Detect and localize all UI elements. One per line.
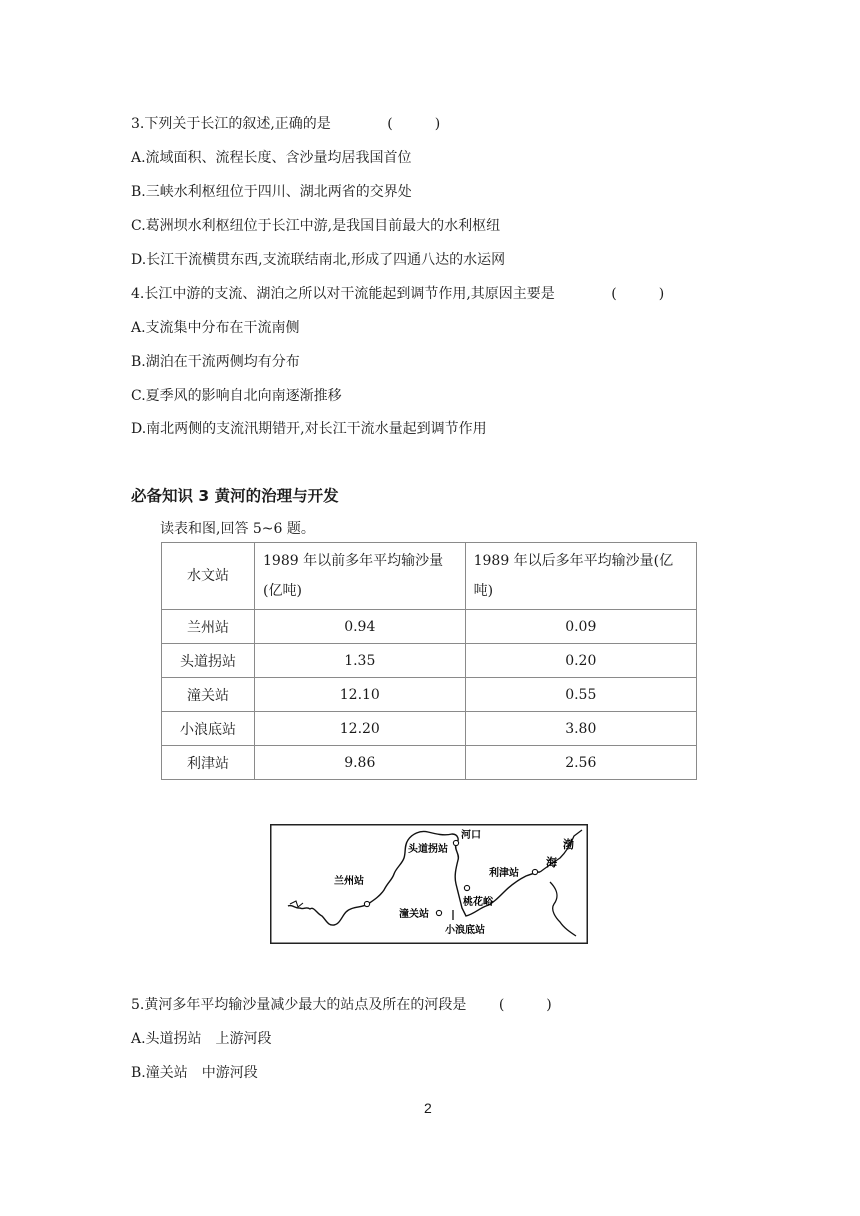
value-before: 1.35 [255, 644, 466, 678]
option-4b: B.湖泊在干流两侧均有分布 [131, 354, 300, 370]
lijin-label: 利津站 [489, 868, 519, 879]
tongguan-marker [436, 910, 441, 915]
question-4 [131, 283, 664, 303]
option-5b: B.潼关站 中游河段 [131, 1065, 258, 1081]
station-name: 潼关站 [162, 678, 255, 712]
table-row [162, 644, 697, 678]
station-name: 利津站 [162, 746, 255, 780]
sediment-table [161, 542, 697, 780]
lijin-marker [532, 869, 537, 874]
value-after: 2.56 [465, 746, 696, 780]
value-before: 0.94 [255, 610, 466, 644]
table-row [162, 678, 697, 712]
lanzhou-label: 兰州站 [334, 876, 364, 887]
station-name: 头道拐站 [162, 644, 255, 678]
table-header-row [162, 543, 697, 610]
option-3d: D.长江干流横贯东西,支流联结南北,形成了四通八达的水运网 [131, 252, 506, 268]
section-heading: 必备知识 3 黄河的治理与开发 [131, 487, 339, 505]
question-5-text: 5.黄河多年平均输沙量减少最大的站点及所在的河段是 [131, 997, 467, 1013]
hai-label: 海 [546, 856, 557, 869]
value-before: 12.10 [255, 678, 466, 712]
table-row [162, 712, 697, 746]
toudaoguai-marker [453, 840, 458, 845]
option-5a: A.头道拐站 上游河段 [131, 1031, 272, 1047]
yellow-river-map [270, 824, 588, 944]
value-before: 12.20 [255, 712, 466, 746]
answer-paren: ( ) [387, 116, 441, 132]
question-5 [131, 994, 552, 1014]
taohuayu-label: 桃花峪 [463, 897, 493, 908]
section-intro: 读表和图,回答 5~6 题。 [160, 521, 315, 537]
answer-paren: ( ) [498, 997, 552, 1013]
tongguan-label: 潼关站 [399, 909, 429, 920]
header-after: 1989 年以后多年平均输沙量(亿 吨) [465, 543, 696, 610]
answer-paren: ( ) [611, 286, 665, 302]
value-after: 0.20 [465, 644, 696, 678]
header-station: 水文站 [162, 543, 255, 610]
lanzhou-marker [364, 901, 369, 906]
hekou-label: 河口 [461, 830, 481, 841]
option-4d: D.南北两侧的支流汛期错开,对长江干流水量起到调节作用 [131, 421, 487, 437]
option-3a: A.流域面积、流程长度、含沙量均居我国首位 [131, 150, 412, 166]
table-row [162, 746, 697, 780]
value-after: 3.80 [465, 712, 696, 746]
option-4a: A.支流集中分布在干流南侧 [131, 320, 300, 336]
table-row [162, 610, 697, 644]
xiaolangdi-label: 小浪底站 [445, 925, 485, 936]
value-before: 9.86 [255, 746, 466, 780]
bo-label: 渤 [563, 838, 574, 851]
option-4c: C.夏季风的影响自北向南逐渐推移 [131, 388, 342, 404]
toudaoguai-label: 头道拐站 [408, 844, 448, 855]
option-3c: C.葛洲坝水利枢纽位于长江中游,是我国目前最大的水利枢纽 [131, 218, 501, 234]
value-after: 0.55 [465, 678, 696, 712]
page-number: 2 [424, 1100, 432, 1116]
question-3 [131, 113, 440, 133]
taohuayu-marker [464, 885, 469, 890]
question-3-text: 3.下列关于长江的叙述,正确的是 [131, 116, 331, 132]
header-before: 1989 年以前多年平均输沙量 (亿吨) [255, 543, 466, 610]
value-after: 0.09 [465, 610, 696, 644]
option-3b: B.三峡水利枢纽位于四川、湖北两省的交界处 [131, 184, 412, 200]
map-frame [271, 825, 588, 944]
question-4-text: 4.长江中游的支流、湖泊之所以对干流能起到调节作用,其原因主要是 [131, 286, 555, 302]
station-name: 小浪底站 [162, 712, 255, 746]
station-name: 兰州站 [162, 610, 255, 644]
